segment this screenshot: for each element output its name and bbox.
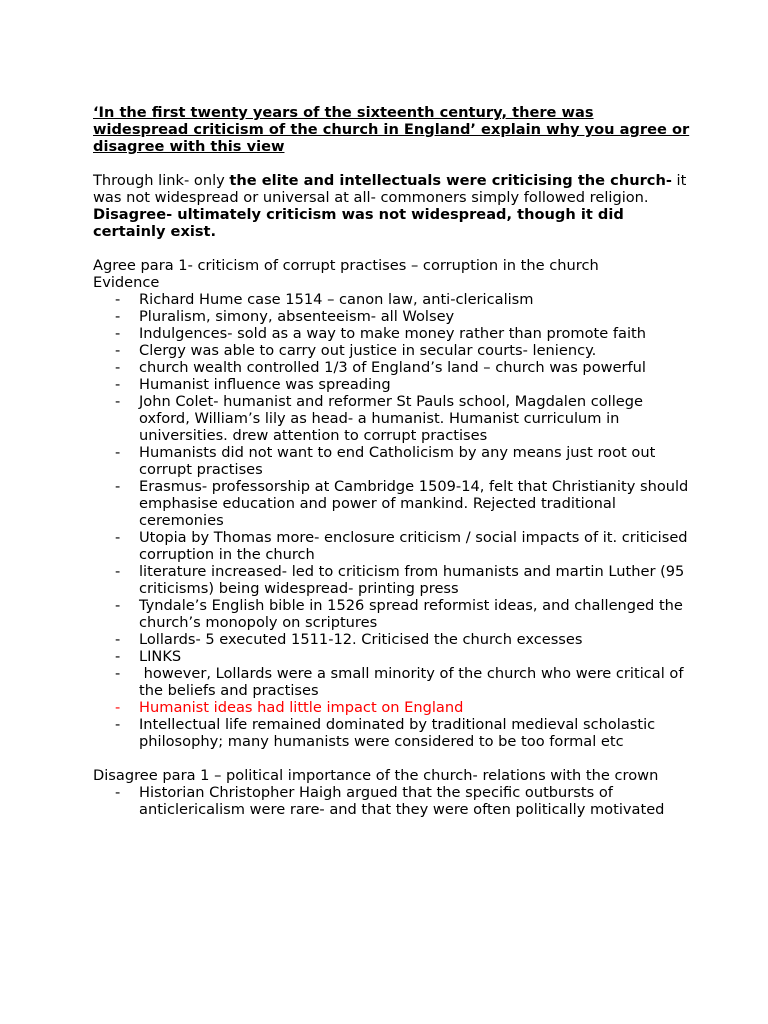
bullet-dash: - (115, 342, 121, 359)
list-item (93, 393, 693, 444)
bullet-dash: - (115, 393, 121, 410)
bullet-dash: - (115, 478, 121, 495)
bullet-dash: - (115, 291, 121, 308)
bullet-dash: - (115, 563, 121, 580)
list-item-text: Erasmus- professorship at Cambridge 1509-14, felt that Christianity should emphasise education and power of mankind. Rejected traditional ceremonies (139, 478, 689, 529)
document-page (93, 104, 693, 818)
list-item (93, 631, 693, 648)
bullet-dash: - (115, 529, 121, 546)
bullet-dash: - (115, 631, 121, 648)
list-item-text: Humanists did not want to end Catholicism by any means just root out corrupt practises (139, 444, 656, 478)
list-item (93, 648, 693, 665)
list-item-text: Clergy was able to carry out justice in secular courts- leniency. (139, 342, 597, 359)
list-item-text: Tyndale’s English bible in 1526 spread reformist ideas, and challenged the church’s monopoly on scriptures (139, 597, 683, 631)
spacer (93, 155, 693, 172)
disagree-para-heading: Disagree para 1 – political importance of the church- relations with the crown (93, 767, 659, 784)
bullet-dash: - (115, 665, 121, 682)
list-item (93, 784, 693, 818)
list-item-highlighted (93, 699, 693, 716)
essay-question-title: ‘In the first twenty years of the sixteenth century, there was widespread criticism of the church in England’ explain why you agree or disagree with this view (93, 104, 690, 155)
list-item (93, 716, 693, 750)
list-item (93, 342, 693, 359)
bullet-dash: - (115, 325, 121, 342)
list-item (93, 444, 693, 478)
bullet-dash: - (115, 376, 121, 393)
intro-prefix: Through link- only (93, 172, 230, 189)
list-item (93, 359, 693, 376)
bullet-dash: - (115, 359, 121, 376)
disagree-evidence-list (93, 784, 693, 818)
list-item-text: Indulgences- sold as a way to make money rather than promote faith (139, 325, 646, 342)
spacer (93, 750, 693, 767)
agree-evidence-list (93, 291, 693, 750)
list-item (93, 376, 693, 393)
list-item (93, 291, 693, 308)
list-item-text: John Colet- humanist and reformer St Pauls school, Magdalen college oxford, William’s lily as head- a humanist. Humanist curriculum in universities. drew attention to corrupt practises (139, 393, 644, 444)
list-item (93, 529, 693, 563)
list-item (93, 478, 693, 529)
bullet-dash: - (115, 597, 121, 614)
intro-suffix: it was not widespread or universal at all- commoners simply followed religion. (93, 172, 687, 206)
list-item (93, 325, 693, 342)
list-item-text: Lollards- 5 executed 1511-12. Criticised the church excesses (139, 631, 583, 648)
list-item-text: Richard Hume case 1514 – canon law, anti-clericalism (139, 291, 534, 308)
list-item-text: church wealth controlled 1/3 of England’s land – church was powerful (139, 359, 646, 376)
list-item-text: Humanist influence was spreading (139, 376, 391, 393)
list-item-text: LINKS (139, 648, 182, 665)
evidence-label: Evidence (93, 274, 160, 291)
list-item-text: Humanist ideas had little impact on England (139, 699, 464, 716)
intro-paragraph (93, 172, 693, 206)
bullet-dash: - (115, 444, 121, 461)
list-item-text: literature increased- led to criticism from humanists and martin Luther (95 criticisms) being widespread- printing press (139, 563, 685, 597)
list-item (93, 308, 693, 325)
list-item (93, 563, 693, 597)
list-item-text: Intellectual life remained dominated by traditional medieval scholastic philosophy; many humanists were considered to be too formal etc (139, 716, 656, 750)
intro-bold-claim: the elite and intellectuals were criticising the church- (229, 172, 672, 189)
list-item-text: Historian Christopher Haigh argued that the specific outbursts of anticlericalism were rare- and that they were often politically motivated (139, 784, 665, 818)
bullet-dash: - (115, 308, 121, 325)
bullet-dash: - (115, 716, 121, 733)
agree-para-heading: Agree para 1- criticism of corrupt practises – corruption in the church (93, 257, 599, 274)
bullet-dash: - (115, 699, 121, 716)
list-item (93, 597, 693, 631)
bullet-dash: - (115, 784, 121, 801)
list-item-text: however, Lollards were a small minority of the church who were critical of the beliefs and practises (139, 665, 689, 699)
spacer (93, 240, 693, 257)
verdict-paragraph: Disagree- ultimately criticism was not widespread, though it did certainly exist. (93, 206, 624, 240)
list-item-text: Utopia by Thomas more- enclosure criticism / social impacts of it. criticised corruption in the church (139, 529, 688, 563)
list-item (93, 665, 693, 699)
list-item-text: Pluralism, simony, absenteeism- all Wolsey (139, 308, 455, 325)
bullet-dash: - (115, 648, 121, 665)
